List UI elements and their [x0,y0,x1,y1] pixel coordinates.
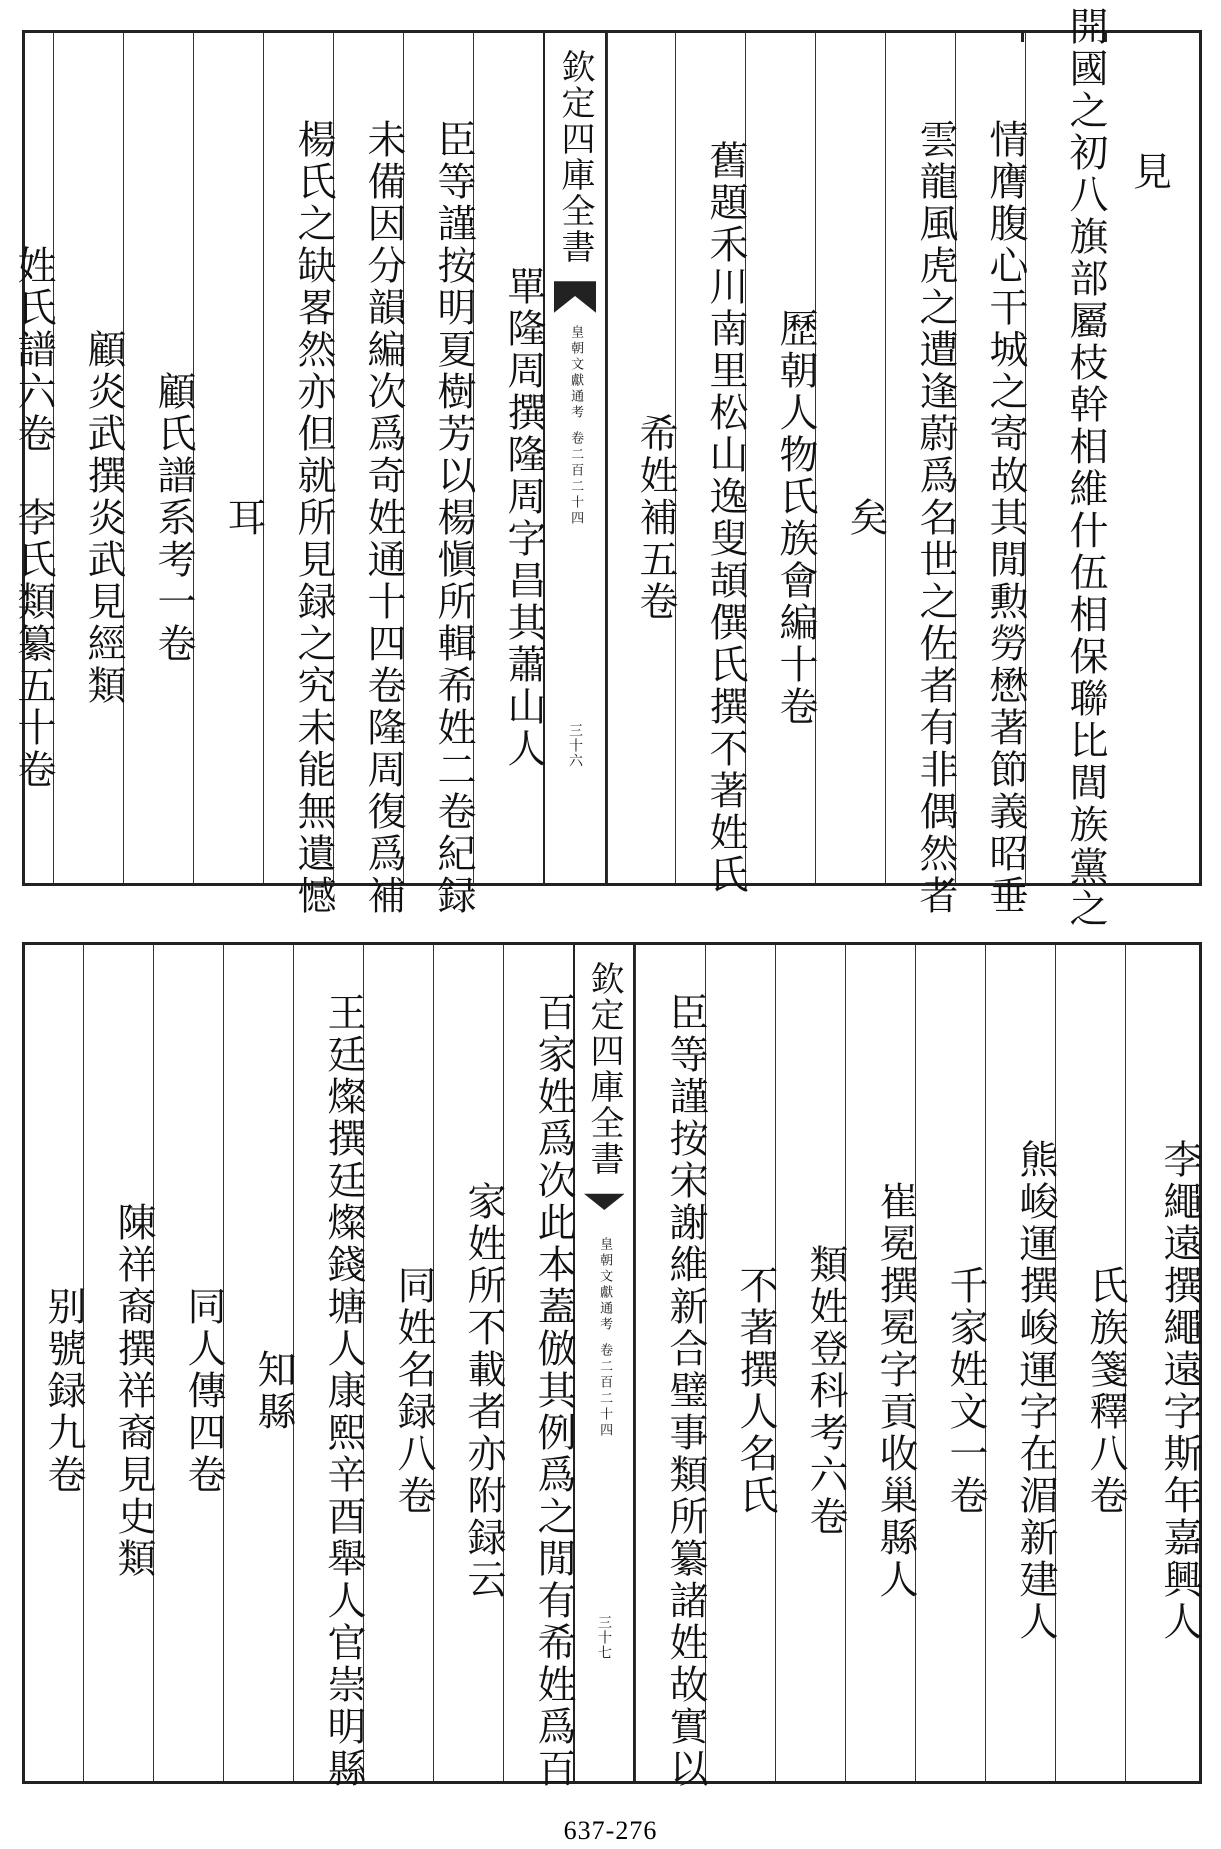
column-text: 姓氏譜六卷 李氏類纂五十卷 [11,245,56,791]
source-title: 皇朝文獻通考 [597,1237,613,1333]
source-title: 皇朝文獻通考 [568,325,584,421]
column-text: 顧氏譜系考一卷 [151,371,196,665]
text-column [985,945,1058,1781]
text-column [675,33,748,896]
column-text: 臣等謹按明夏樹芳以楊愼所輯希姓二卷紀録 [431,119,476,917]
column-text: 不著撰人名氏 [733,1264,778,1517]
column-text: 崔冕撰冕字貢收巢縣人 [873,1180,918,1601]
bottom-page [22,942,1202,1790]
column-text: 耳 [221,497,266,539]
column-text: 歷朝人物氏族會編十卷 [773,308,818,728]
text-column [83,945,156,1781]
leaf-number: 三十七 [596,1615,612,1660]
center-fold-column [573,945,635,1781]
text-column [885,33,958,917]
text-column [1125,945,1202,1781]
book-title: 欽定四庫全書 [584,961,624,1177]
text-column [705,945,778,1781]
column-text: 李繩遠撰繩遠字斯年嘉興人 [1157,1138,1202,1643]
column-text: 别號録九卷 [41,1285,86,1496]
column-text: 類姓登科考六卷 [803,1243,848,1538]
column-text: 陳祥裔撰祥裔見史類 [111,1201,156,1580]
text-column [123,33,196,883]
text-column [363,945,436,1781]
text-column [635,945,708,1790]
leaf-number: 三十六 [567,723,583,768]
text-column [53,33,126,883]
column-text: 希姓補五卷 [633,413,678,623]
text-column [293,945,366,1790]
fish-tail-mark [584,1191,625,1227]
outer-column-text [1107,33,1191,883]
column-text: 百家姓爲次此本蓋倣其例爲之閒有希姓爲百 [531,991,576,1790]
text-column [333,33,406,917]
center-fold-column [543,33,607,883]
column-text: 顧炎武撰炎武見經類 [81,329,126,707]
page-number: 637-276 [563,1816,658,1845]
text-column [1025,6,1108,930]
text-column [223,945,296,1781]
column-text: 未備因分韻編次爲奇姓通十四卷隆周復爲補 [361,119,406,917]
text-column [845,945,918,1781]
book-title: 欽定四庫全書 [555,49,595,265]
column-text: 同人傳四卷 [181,1285,226,1496]
text-column [775,945,848,1781]
text-column [153,945,226,1781]
column-text: 雲龍風虎之遭逢蔚爲名世之佐者有非偶然者 [913,119,958,917]
column-text: 臣等謹按宋謝維新合璧事類所纂諸姓故實以 [663,991,708,1790]
top-page [11,6,1202,930]
column-text: 王廷燦撰廷燦錢塘人康熙辛酉舉人官崇明縣 [321,991,366,1790]
volume-number: 卷二百二十四 [597,1343,613,1439]
column-text: 千家姓文一卷 [943,1264,988,1517]
text-column [745,33,818,883]
volume-number: 卷二百二十四 [568,431,584,527]
column-text: 見 [1126,151,1172,193]
text-column [193,33,266,883]
text-column [13,945,86,1781]
column-text: 舊題禾川南里松山逸叟頡僎氏撰不著姓氏 [703,140,748,896]
column-text: 開國之初八旗部屬枝幹相維什伍相保聯比閭族黨之 [1063,6,1108,930]
text-column [607,33,678,883]
text-column [473,33,546,883]
text-column [403,33,476,917]
text-column [1055,945,1128,1781]
column-text: 情膺腹心干城之寄故其閒勲勞懋著節義昭垂 [983,119,1028,917]
column-text: 家姓所不載者亦附録云 [461,1180,506,1601]
column-text: 氏族箋釋八卷 [1083,1264,1128,1517]
column-text: 熊峻運撰峻運字在湄新建人 [1013,1138,1058,1643]
text-column [0,33,56,883]
column-text: 同姓名録八卷 [391,1264,436,1517]
column-text: 知縣 [251,1348,296,1433]
column-text: 楊氏之缺畧然亦但就所見録之究未能無遺憾 [291,119,336,917]
text-column [433,945,506,1781]
text-column [263,33,336,917]
text-column [915,945,988,1781]
fish-tail-mark [554,279,596,315]
text-column [503,945,576,1790]
column-text: 矣 [843,497,888,539]
text-column [955,33,1028,917]
text-column [815,33,888,883]
column-text: 單隆周撰隆周字昌其蕭山人 [501,266,546,770]
